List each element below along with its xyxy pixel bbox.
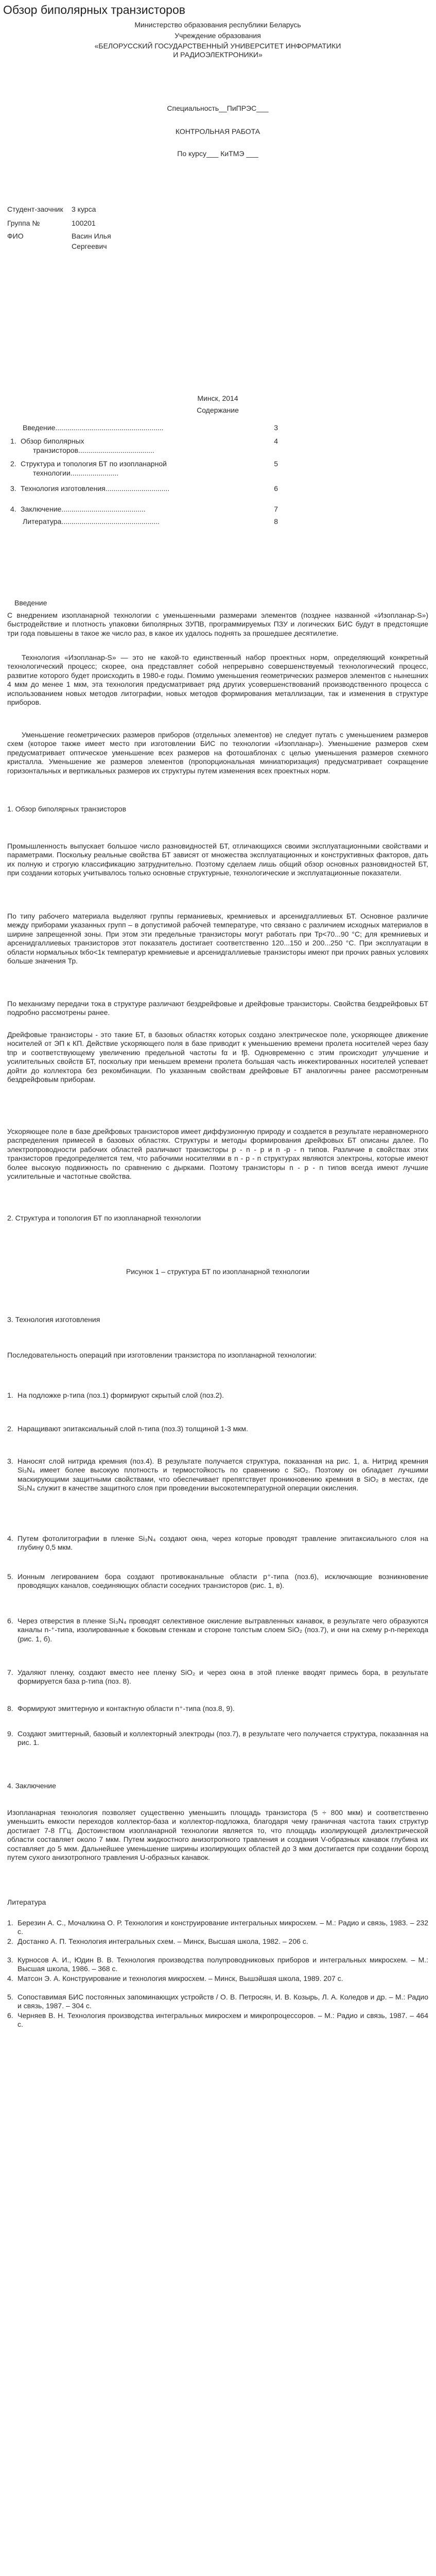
reference-number: 2.	[7, 1937, 13, 1945]
reference-item	[7, 1993, 428, 2011]
university-line-2: И РАДИОЭЛЕКТРОНИКИ»	[173, 50, 263, 59]
toc-dots: ........................	[70, 469, 119, 477]
reference-text: Матсон Э. А. Конструирование и технология микросхем. – Минск, Вышэйшая школа, 1989. 207 с.	[18, 1974, 343, 1982]
toc-page: 7	[274, 505, 278, 513]
reference-item	[7, 1956, 428, 1974]
step-number: 4.	[7, 1534, 13, 1543]
step-text: Создают эмиттерный, базовый и коллекторный электроды (поз.7), в результате чего получается структура, показанная на рис. 1.	[18, 1730, 428, 1747]
toc-page: 4	[274, 437, 278, 445]
name-value-2: Сергеевич	[72, 242, 107, 250]
step-text: Удаляют пленку, создают вместо нее пленку SiO₂ и через окна в этой пленке вводят примесь бора, в результате формируется база р-типа (поз. 8).	[18, 1668, 428, 1686]
toc-page: 6	[274, 484, 278, 493]
step-text: Путем фотолитографии в пленке Si₃N₄ создают окна, через которые проводят травление эпитаксиального слоя на глубину 0,5 мкм.	[18, 1534, 428, 1552]
step-text: Через отверстия в пленке Si₃N₄ проводят селективное окисление вытравленных канавок, в результате чего образуются каналы n-⁺-типа, изолированные к боковым стенкам и стороне толстым слоем SiO₂ (поз.7), и они на схему р-n-перехода (рис. 1, б).	[18, 1617, 428, 1643]
step-text: Ионным легированием бора создают противоканальные области р⁺-типа (поз.6), исключающие возникновение проводящих каналов, соединяющих области соседних транзисторов (рис. 1, в).	[18, 1572, 428, 1590]
name-row	[7, 232, 111, 240]
process-step	[7, 1425, 428, 1433]
toc-label: Технология изготовления	[21, 484, 106, 493]
step-number: 3.	[7, 1457, 13, 1465]
toc-page: 8	[274, 517, 278, 526]
course-line: По курсу___ КиТМЭ ___	[177, 149, 258, 158]
intro-paragraph-2: Технология «Изопланар-S» — это не какой-то единственный набор проектных норм, определяющий конкретный технологический процесс; скорее, она представляет собой непрерывно совершенствуемый технологический процесс, развитие которого будет происходить в 1980-е годы. Помимо уменьшения геометрических размеров элементов с нынешних 4 мкм до менее 1 мкм, эта технология предусматривает ряд других усовершенствований производственного процесса с использованием новых методов литографии, новых методов формирования металлизации, так и изменения в структуре приборов.	[7, 653, 428, 707]
conclusion-paragraph: Изопланарная технология позволяет существенно уменьшить площадь транзистора (5 ÷ 800 мкм) и соответственно уменьшить емкости переходов коллектор-база и коллектор-подложка, благодаря чему граничная частота таких структур достигает 7-8 ГГц. Достоинством изопланарной технологии является то, что площадь изолирующей диэлектрической области составляет около 7 мкм. Путем жидкостного анизотропного травления и создания V-образных канавок глубина их составляет до 5 мкм. Дальнейшее уменьшение ширины изолирующих областей до 3 мкм достигается при создании борозд путем сухого анизотропного травления U-образных канавок.	[7, 1808, 428, 1862]
ministry-line: Министерство образования республики Беларусь	[134, 21, 301, 29]
toc-dots: ......................................	[78, 446, 154, 454]
group-label: Группа №	[7, 219, 40, 227]
process-step	[7, 1704, 428, 1713]
toc-item[interactable]	[10, 484, 278, 493]
toc-item-continuation	[10, 446, 278, 454]
toc-number: 3.	[10, 484, 16, 493]
section-3-heading: 3. Технология изготовления	[7, 1315, 100, 1324]
step-text: Формируют эмиттерную и контактную области n⁺-типа (поз.8, 9).	[18, 1704, 235, 1713]
toc-item[interactable]	[10, 517, 278, 526]
toc-label: Обзор биполярных	[21, 437, 84, 445]
toc-page: 3	[274, 423, 278, 432]
reference-text: Курносов А. И., Юдин В. В. Технология производства полупроводниковых приборов и интегральных микросхем. – М.: Высшая школа, 1986. – 368 с.	[18, 1956, 428, 1973]
process-step	[7, 1391, 428, 1400]
step-number: 2.	[7, 1425, 13, 1433]
student-label: Студент-заочник	[7, 205, 63, 213]
step-number: 8.	[7, 1704, 13, 1713]
toc-label: транзисторов	[33, 446, 79, 454]
reference-text: Березин А. С., Мочалкина О. Р. Технология и конструирование интегральных микросхем. – М.: Радио и связь, 1983. – 232 с.	[18, 1919, 428, 1936]
city-year: Минск, 2014	[197, 394, 238, 402]
reference-item	[7, 2011, 428, 2029]
university-line-1: «БЕЛОРУССКИЙ ГОСУДАРСТВЕННЫЙ УНИВЕРСИТЕТ ИНФОРМАТИКИ	[94, 42, 341, 50]
toc-number: 2.	[10, 460, 16, 468]
document-title: Обзор биполярных транзисторов	[3, 3, 185, 16]
reference-number: 1.	[7, 1919, 13, 1927]
process-step	[7, 1534, 428, 1552]
work-type: КОНТРОЛЬНАЯ РАБОТА	[175, 127, 260, 135]
section-1-paragraph-3: По механизму передачи тока в структуре различают бездрейфовые и дрейфовые транзисторы. Свойства бездрейфовых БТ подробно рассмотрены ранее.	[7, 999, 428, 1017]
section-4-heading: 4. Заключение	[7, 1782, 56, 1790]
reference-text: Сопоставимая БИС постоянных запоминающих устройств / О. В. Петросян, И. В. Козырь, Л. А. Коледов и др. – М.: Радио и связь, 1987. – 304 с.	[18, 1993, 428, 2010]
reference-item	[7, 1974, 428, 1983]
section-2-heading: 2. Структура и топология БТ по изопланарной технологии	[7, 1214, 201, 1222]
reference-number: 6.	[7, 2011, 13, 2020]
name-row-2	[7, 242, 107, 250]
reference-text: Черняев В. Н. Технология производства интегральных микросхем и микропроцессоров. – М.: Радио и связь, 1987. – 464 с.	[18, 2011, 428, 2029]
toc-label: Заключение	[21, 505, 62, 513]
toc-dots: .................................................	[61, 517, 160, 526]
toc-label: Введение	[23, 423, 56, 432]
group-row	[7, 219, 96, 227]
step-text: Наносят слой нитрида кремния (поз.4). В результате получается структура, показанная на рис. 1, а. Нитрид кремния Si₃N₄ имеет более высокую плотность и термостойкость по сравнению с SiO₂. Поэтому он обладает лучшими маскирующими защитными свойствами, что обеспечивает препятствует проникновению кремния в SiO₂ в местах, где Si₃N₄ служит в качестве защитного слоя при проведении высокотемпературной операции окисления.	[18, 1457, 428, 1493]
name-label: ФИО	[7, 232, 24, 240]
step-number: 7.	[7, 1668, 13, 1676]
step-text: На подложке р-типа (поз.1) формируют скрытый слой (поз.2).	[18, 1391, 224, 1399]
student-row	[7, 205, 96, 213]
reference-text: Достанко А. П. Технология интегральных схем. – Минск, Высшая школа, 1982. – 206 с.	[18, 1937, 308, 1945]
process-step	[7, 1730, 428, 1748]
step-text: Наращивают эпитаксиальный слой n-типа (поз.3) толщиной 1-3 мкм.	[18, 1425, 248, 1433]
section-1-paragraph-5: Ускоряющее поле в базе дрейфовых транзисторов имеет диффузионную природу и создается в результате неравномерного распределения примесей в базовых областях. Структуры и методы формирования дрейфовых БТ описаны далее. По электропроводности рабочих областей различают транзисторы p - n - p и n -p - n типов. Различие в свойствах этих транзисторов предопределяется тем, что рабочими носителями в n - p - n структурах являются электроны, которые имеют более высокую подвижность по сравнению с дырками. Поэтому транзисторы n - p - n типов всегда имеют лучшие усилительные и частотные свойства.	[7, 1127, 428, 1181]
toc-dots	[84, 437, 266, 445]
step-number: 5.	[7, 1572, 13, 1581]
toc-heading: Содержание	[197, 406, 239, 414]
toc-dots: ......................................................	[55, 423, 164, 432]
group-value: 100201	[72, 219, 96, 227]
step-number: 6.	[7, 1617, 13, 1625]
toc-label: Литература	[23, 517, 62, 526]
toc-dots: ..........................................	[61, 505, 146, 513]
name-value: Васин Илья	[72, 232, 111, 240]
reference-item	[7, 1919, 428, 1937]
toc-label: Структура и топология БТ по изопланарной	[21, 460, 167, 468]
section-1-paragraph-4: Дрейфовые транзисторы - это такие БТ, в базовых областях которых создано электрическое поле, ускоряющее движение носителей от ЭП к КП. Действие ускоряющего поля в базе приводит к уменьшению времени пролета носителей через базу tпр и соответствующему увеличению предельной частоты fα и fβ. Одновременно с этим происходит улучшение и усилительных свойств БТ, поскольку при меньшем времени пролета большая часть инжектированных носителей успевает дойти до коллектора без рекомбинации. По указанным свойствам дрейфовые БТ аналогичны ранее рассмотренным бездрейфовым прибоpaм.	[7, 1030, 428, 1084]
toc-item[interactable]	[10, 423, 278, 432]
toc-label: технологии	[33, 469, 71, 477]
toc-dots	[167, 460, 266, 468]
section-1-paragraph-2: По типу рабочего материала выделяют группы германиевых, кремниевых и арсенидгаллиевых БТ. Основное различие между приборами указанных групп – в допустимой рабочей температуре, что связано с различием исходных материалов в ширине запрещенной зоны. При этом эти предельные транзисторы могут работать при Тр<70...90 °С; для кремниевых и арсенидгаллиевых транзисторов этот показатель достигает соответственно 120...150 и 200...250 °С. При эксплуатации в области нормальных tкбо<1к температур кремниевые и арсенидгаллиевые транзисторы имеют при прочих равных условиях больше значения Тр.	[7, 912, 428, 965]
process-step	[7, 1457, 428, 1493]
toc-page: 5	[274, 460, 278, 468]
step-number: 1.	[7, 1391, 13, 1399]
process-step	[7, 1617, 428, 1643]
section-1-heading: 1. Обзор биполярных транзисторов	[7, 805, 127, 813]
process-step	[7, 1668, 428, 1686]
section-1-paragraph-1: Промышленность выпускает большое число разновидностей БТ, отличающихся своими эксплуатационными свойствами и параметрами. Поскольку реальные свойства БТ зависят от множества эксплуатационных и конструктивных факторов, дать их полную и строгую классификацию затруднительно. Поэтому сделаем лишь общий обзор основных разновидностей БТ, при создании которых учитывалось только основные структурные, технологические и эксплуатационные показатели.	[7, 842, 428, 877]
reference-number: 4.	[7, 1974, 13, 1982]
toc-item-continuation	[10, 469, 278, 477]
figure-caption: Рисунок 1 – структура БТ по изопланарной технологии	[126, 1267, 310, 1276]
student-value: 3 курса	[72, 205, 96, 213]
literature-heading: Литература	[7, 1898, 46, 1906]
intro-paragraph-1: С внедрением изопланарной технологии с уменьшенными размерами элементов (позднее названной «Изопланар-S») быстродействие и плотность упаковки биполярных ЗУПВ, программируемых ПЗУ и логических БИС будут в предстоящие три года повышены в такое же число раз, в какое их удалось поднять за прошедшее десятилетие.	[7, 611, 428, 637]
toc-number: 1.	[10, 437, 16, 445]
step-number: 9.	[7, 1730, 13, 1738]
intro-heading: Введение	[14, 599, 47, 607]
reference-item	[7, 1937, 428, 1946]
intro-paragraph-3: Уменьшение геометрических размеров приборов (отдельных элементов) не следует путать с уменьшением размеров схем (которое также имеет место при изготовлении БИС по технологии «Изопланар»). Уменьшение размеров схем предусматривает оптическое уменьшение всех размеров на фотошаблонах с целью уменьшения размеров схемного кристалла. Уменьшение же размеров элементов (пропорциональная миниатюризация) предусматривает сокращение горизонтальных и вертикальных размеров их структуры путем изменения всех проектных норм.	[7, 731, 428, 775]
institution-type: Учреждение образования	[175, 31, 261, 40]
toc-number: 4.	[10, 505, 16, 513]
toc-item[interactable]	[10, 437, 278, 445]
reference-number: 3.	[7, 1956, 13, 1964]
toc-item[interactable]	[10, 460, 278, 468]
toc-item[interactable]	[10, 505, 278, 513]
section-3-intro: Последовательность операций при изготовлении транзистора по изопланарной технологии:	[7, 1351, 317, 1359]
reference-number: 5.	[7, 1993, 13, 2001]
toc-dots: ................................	[105, 484, 170, 493]
specialty-line: Специальность__ПиПРЭС___	[167, 104, 269, 112]
process-step	[7, 1572, 428, 1590]
